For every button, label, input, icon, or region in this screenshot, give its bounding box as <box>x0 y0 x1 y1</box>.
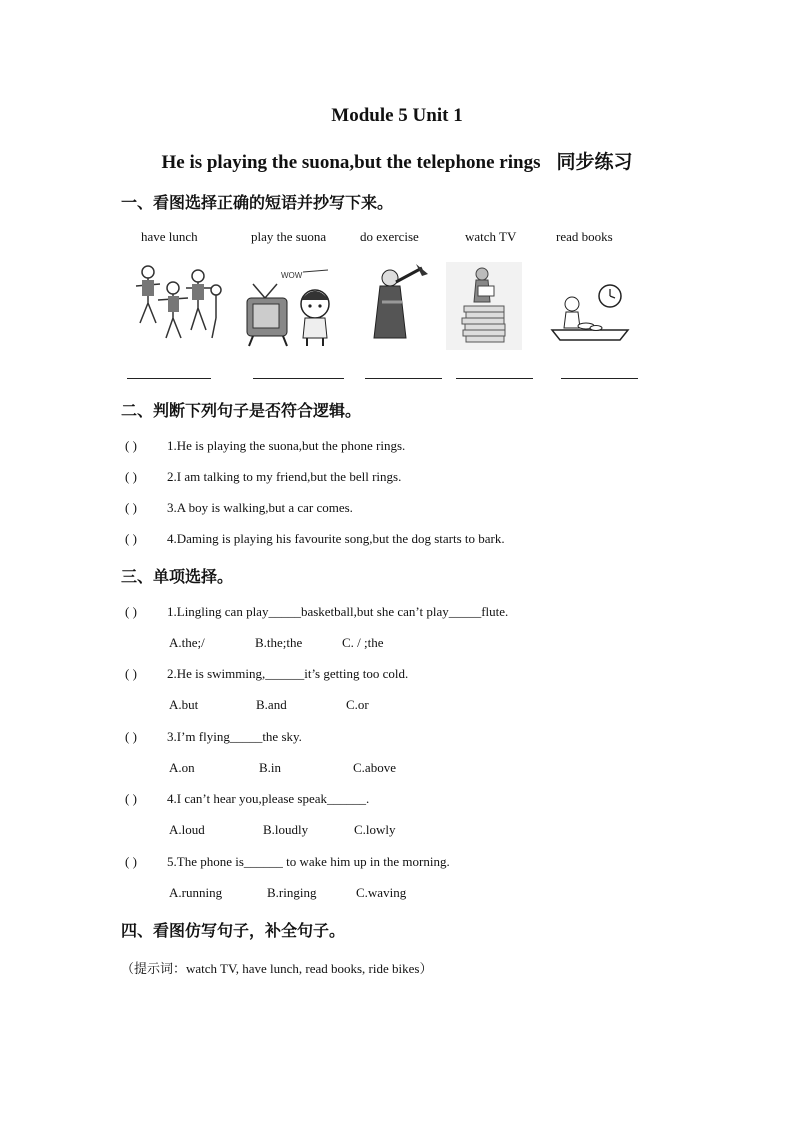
option-a: A.the;/ <box>169 635 205 650</box>
option-b: B.ringing <box>267 885 317 900</box>
option-a: A.running <box>169 885 223 900</box>
choice-question-1 <box>125 604 508 620</box>
answer-line-5[interactable] <box>561 378 638 379</box>
section2-heading: 二、判断下列句子是否符合逻辑。 <box>121 401 362 420</box>
judge-text: 3.A boy is walking,but a car comes. <box>167 500 353 515</box>
exercise-picture <box>128 258 224 348</box>
section1-heading: 一、看图选择正确的短语并抄写下来。 <box>121 193 394 212</box>
judge-text: 4.Daming is playing his favourite song,but the dog starts to bark. <box>167 531 505 546</box>
choice-question-3 <box>125 729 302 745</box>
question-text: 3.I’m flying_____the sky. <box>167 729 302 744</box>
answer-line-3[interactable] <box>365 378 442 379</box>
have-lunch-picture <box>550 280 630 348</box>
wow-text: WOW <box>281 271 303 280</box>
answer-paren[interactable]: ( ) <box>125 854 137 869</box>
answer-paren[interactable]: ( ) <box>125 438 137 453</box>
section3-heading: 三、单项选择。 <box>121 567 234 586</box>
answer-paren[interactable]: ( ) <box>125 666 137 681</box>
answer-line-1[interactable] <box>127 378 211 379</box>
question-text: 2.He is swimming,______it’s getting too cold. <box>167 666 409 681</box>
judge-item-3 <box>125 500 353 516</box>
page-subtitle <box>0 147 794 174</box>
choice-question-4 <box>125 791 369 807</box>
option-c: C.waving <box>356 885 407 900</box>
question-text: 5.The phone is______ to wake him up in the morning. <box>167 854 450 869</box>
option-a: A.but <box>169 697 199 712</box>
answer-paren[interactable]: ( ) <box>125 604 137 619</box>
choice-question-5 <box>125 854 450 870</box>
answer-paren[interactable]: ( ) <box>125 791 137 806</box>
phrase-3: do exercise <box>360 229 419 244</box>
phrase-5: read books <box>556 229 613 244</box>
option-b: B.the;the <box>255 635 303 650</box>
suona-picture <box>366 262 430 342</box>
option-b: B.in <box>259 760 282 775</box>
read-books-picture <box>446 262 522 350</box>
page-title: Module 5 Unit 1 <box>331 105 463 126</box>
answer-line-2[interactable] <box>253 378 344 379</box>
question-text: 1.Lingling can play_____basketball,but she can’t play_____flute. <box>167 604 509 619</box>
option-b: B.loudly <box>263 822 309 837</box>
section4-heading: 四、看图仿写句子，补全句子。 <box>121 921 346 940</box>
answer-line-4[interactable] <box>456 378 533 379</box>
question-text: 4.I can’t hear you,please speak______. <box>167 791 370 806</box>
judge-item-4 <box>125 531 505 547</box>
option-c: C.lowly <box>354 822 396 837</box>
option-c: C.above <box>353 760 396 775</box>
answer-paren[interactable]: ( ) <box>125 500 137 515</box>
answer-paren[interactable]: ( ) <box>125 469 137 484</box>
judge-item-2 <box>125 469 401 485</box>
subtitle-cn: 同步练习 <box>556 151 633 173</box>
judge-text: 1.He is playing the suona,but the phone rings. <box>167 438 406 453</box>
option-a: A.on <box>169 760 195 775</box>
phrase-1: have lunch <box>141 229 198 244</box>
subtitle-en: He is playing the suona,but the telephone rings <box>161 152 541 173</box>
phrase-2: play the suona <box>251 229 327 244</box>
hint-text: （提示词：watch TV, have lunch, read books, ride bikes） <box>121 961 433 976</box>
option-a: A.loud <box>169 822 205 837</box>
choice-question-2 <box>125 666 408 682</box>
option-c: C. / ;the <box>342 635 384 650</box>
answer-paren[interactable]: ( ) <box>125 729 137 744</box>
answer-paren[interactable]: ( ) <box>125 531 137 546</box>
option-c: C.or <box>346 697 369 712</box>
watch-tv-picture <box>243 262 343 348</box>
judge-item-1 <box>125 438 405 454</box>
judge-text: 2.I am talking to my friend,but the bell rings. <box>167 469 402 484</box>
option-b: B.and <box>256 697 287 712</box>
phrase-4: watch TV <box>465 229 517 244</box>
